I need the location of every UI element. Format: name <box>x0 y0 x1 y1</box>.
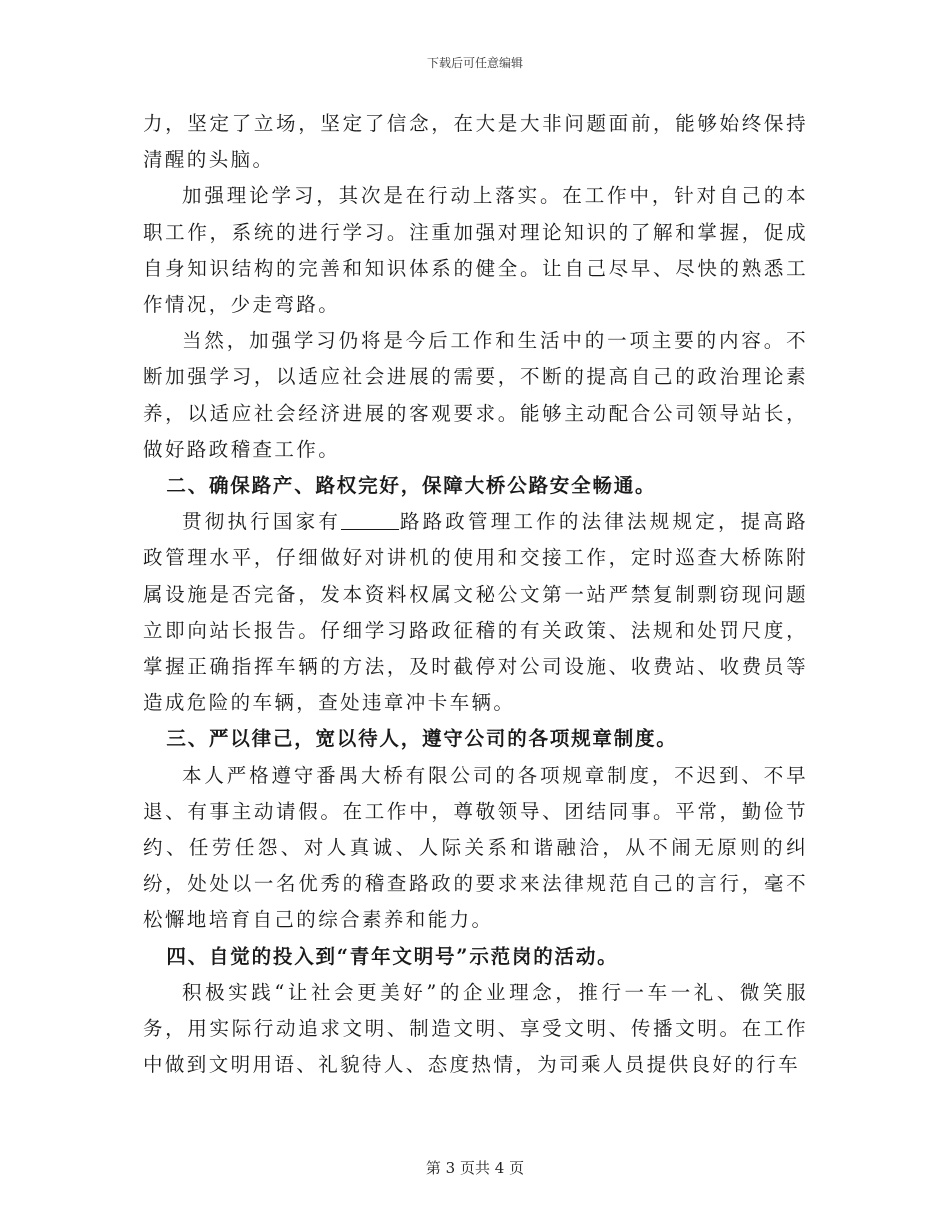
section-heading-3: 三、严以律己，宽以待人，遵守公司的各项规章制度。 <box>166 727 678 751</box>
paragraph-5: 本人严格遵守番禺大桥有限公司的各项规章制度，不迟到、不早退、有事主动请假。在工作中，尊敬领导、团结同事。平常，勤俭节约、任劳任怨、对人真诚、人际关系和谐融洽，从不闹无原则的纠纷，处处以一名优秀的稽查路政的要求来法律规范自己的言行，毫不松懈地培育自己的综合素养和能力。 <box>143 763 808 932</box>
document-body <box>143 106 808 1083</box>
paragraph-3: 当然，加强学习仍将是今后工作和生活中的一项主要的内容。不断加强学习，以适应社会进展的需要，不断的提高自己的政治理论素养，以适应社会经济进展的客观要求。能够主动配合公司领导站长，做好路政稽查工作。 <box>143 329 808 461</box>
fill-in-blank <box>341 510 399 531</box>
paragraph-1: 力，坚定了立场，坚定了信念，在大是大非问题面前，能够始终保持清醒的头脑。 <box>143 112 808 172</box>
page-number: 第 3 页共 4 页 <box>425 1159 525 1177</box>
section-heading-4: 四、自觉的投入到“青年文明号”示范岗的活动。 <box>166 944 619 968</box>
paragraph-2: 加强理论学习，其次是在行动上落实。在工作中，针对自己的本职工作，系统的进行学习。注重加强对理论知识的了解和掌握，促成自身知识结构的完善和知识体系的健全。让自己尽早、尽快的熟悉工作情况，少走弯路。 <box>143 184 808 317</box>
paragraph-6: 积极实践“让社会更美好”的企业理念，推行一车一礼、微笑服务，用实际行动追求文明、制造文明、享受文明、传播文明。在工作中做到文明用语、礼貌待人、态度热情，为司乘人员提供良好的行车 <box>143 980 808 1077</box>
section-heading-2: 二、确保路产、路权完好，保障大桥公路安全畅通。 <box>166 474 657 498</box>
page-header-note: 下载后可任意编辑 <box>426 56 523 70</box>
paragraph-4-after-blank: 路路政管理工作的法律法规规定，提高路政管理水平，仔细做好对讲机的使用和交接工作，定时巡查大桥陈附属设施是否完备，发本资料权属文秘公文第一站严禁复制剽窃现问题立即向站长报告。仔细学习路政征稽的有关政策、法规和处罚尺度，掌握正确指挥车辆的方法，及时截停对公司设施、收费站、收费员等造成危险的车辆，查处违章冲卡车辆。 <box>143 510 808 715</box>
paragraph-4 <box>143 504 808 721</box>
paragraph-4-before-blank: 贯彻执行国家有 <box>182 510 342 534</box>
